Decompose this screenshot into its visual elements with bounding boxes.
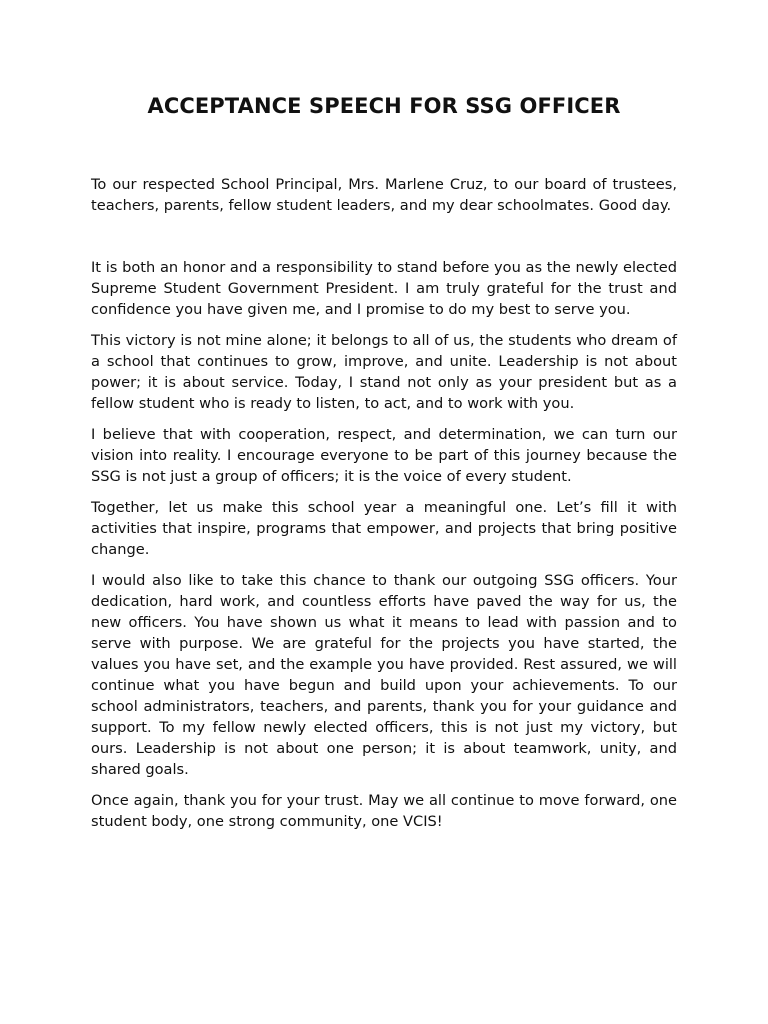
paragraph-honor: It is both an honor and a responsibility to stand before you as the newly elected Supreme Student Government President. I am truly grateful for the trust and confidence you have given me, and I promise to do my best to serve you. — [91, 259, 677, 318]
speech-body — [91, 174, 677, 832]
document-title: ACCEPTANCE SPEECH FOR SSG OFFICER — [147, 94, 621, 118]
paragraph-together: Together, let us make this school year a meaningful one. Let’s fill it with activities that inspire, programs that empower, and projects that bring positive change. — [91, 499, 677, 558]
paragraph-closing: Once again, thank you for your trust. May we all continue to move forward, one student body, one strong community, one VCIS! — [91, 792, 677, 830]
paragraph-thanks-outgoing: I would also like to take this chance to thank our outgoing SSG officers. Your dedication, hard work, and countless efforts have paved the way for us, the new officers. You have shown us what it means to lead with passion and to serve with purpose. We are grateful for the projects you have started, the values you have set, and the example you have provided. Rest assured, we will continue what you have begun and build upon your achievements. To our school administrators, teachers, and parents, thank you for your guidance and support. To my fellow newly elected officers, this is not just my victory, but ours. Leadership is not about one person; it is about teamwork, unity, and shared goals. — [91, 572, 677, 778]
paragraph-cooperation: I believe that with cooperation, respect, and determination, we can turn our vision into reality. I encourage everyone to be part of this journey because the SSG is not just a group of officers; it is the voice of every student. — [91, 426, 677, 485]
paragraph-victory: This victory is not mine alone; it belongs to all of us, the students who dream of a school that continues to grow, improve, and unite. Leadership is not about power; it is about service. Today, I stand not only as your president but as a fellow student who is ready to listen, to act, and to work with you. — [91, 332, 677, 412]
paragraph-greeting: To our respected School Principal, Mrs. Marlene Cruz, to our board of trustees, teachers, parents, fellow student leaders, and my dear schoolmates. Good day. — [91, 176, 677, 214]
